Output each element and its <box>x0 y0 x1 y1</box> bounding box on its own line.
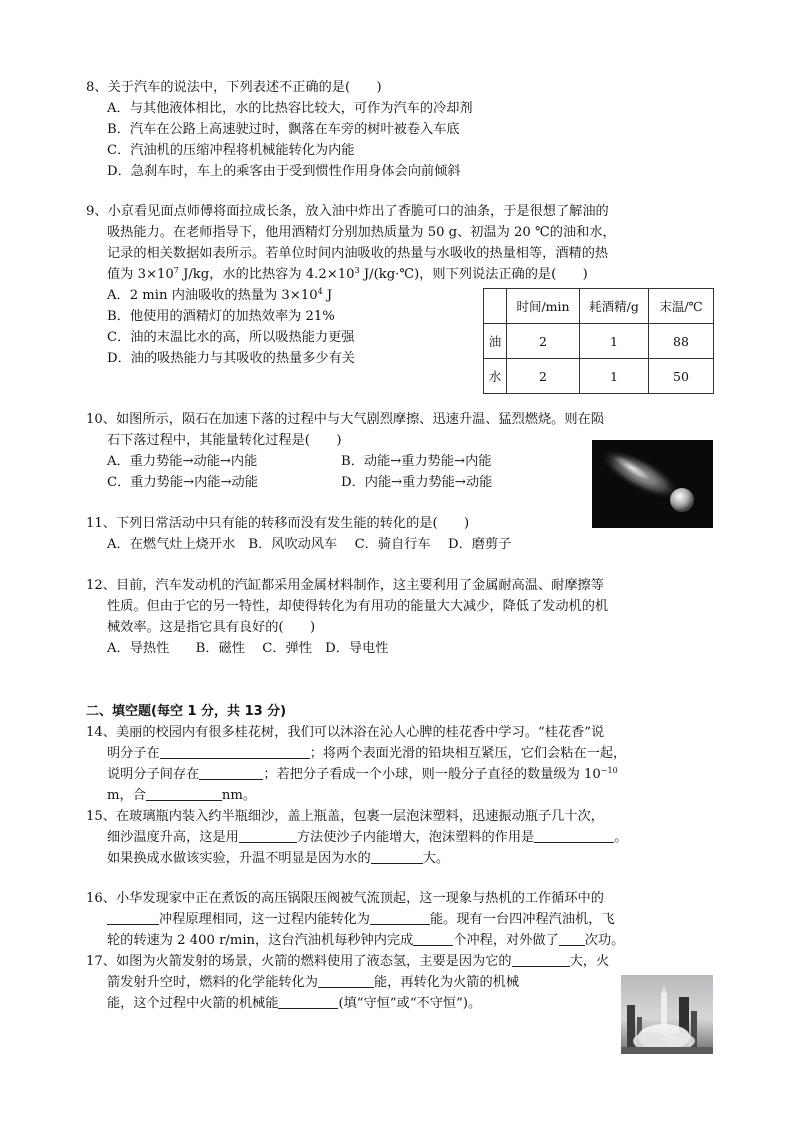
question-12-line-2: 性质。但由于它的另一特性，却使得转化为有用功的能量大大减少，降低了发动机的机 <box>107 599 609 614</box>
question-15-line-2: 细沙温度升高，这是用 方法使沙子内能增大，泡沫塑料的作用是 。 <box>107 830 628 845</box>
table-cell: 水 <box>484 359 507 394</box>
section-2-title: 二、填空题(每空 1 分，共 13 分) <box>86 704 287 719</box>
table-header-row <box>484 289 714 324</box>
question-8-option-d: D．急刹车时，车上的乘客由于受到惯性作用身体会向前倾斜 <box>107 164 461 179</box>
question-17-line-3: 能，这个过程中火箭的机械能 (填“守恒”或“不守恒”)。 <box>107 996 482 1011</box>
question-16-line-2: 冲程原理相同，这一过程内能转化为 能。现有一台四冲程汽油机，飞 <box>107 911 615 929</box>
data-table <box>483 288 714 394</box>
question-9-line-1: 9、小京看见面点师傅将面拉成长条，放入油中炸出了香脆可口的油条，于是很想了解油的 <box>86 204 609 219</box>
question-16-line-3: 轮的转速为 2 400 r/min，这台汽油机每秒钟内完成 个冲程，对外做了 次功。 <box>107 933 625 948</box>
answer-blank[interactable] <box>534 829 614 843</box>
question-15-line-3: 如果换成水做该实验，升温不明显是因为水的 大。 <box>107 851 450 866</box>
question-17-line-1: 17、如图为火箭发射的场景，火箭的燃料使用了液态氢，主要是因为它的 大，火 <box>86 954 610 969</box>
rocket-launch-illustration <box>621 975 713 1054</box>
question-10-option-b: B．动能→重力势能→内能 <box>341 454 492 469</box>
question-14-line-4: m，合 nm。 <box>107 788 257 803</box>
answer-blank[interactable] <box>278 995 338 1009</box>
table-cell: 88 <box>649 324 714 359</box>
answer-blank[interactable] <box>239 829 297 843</box>
answer-blank[interactable] <box>559 932 585 946</box>
table-row <box>484 324 714 359</box>
meteor-illustration <box>592 440 713 528</box>
question-9-option-c: C．油的末温比水的高，所以吸热能力更强 <box>107 330 355 345</box>
question-10-line-1: 10、如图所示，陨石在加速下落的过程中与大气剧烈摩擦、迅速升温、猛烈燃烧。则在陨 <box>86 412 604 427</box>
answer-blank[interactable] <box>146 787 222 801</box>
question-14-line-3: 说明分子间存在 ；若把分子看成一个小球，则一般分子直径的数量级为 $10^{-10}$ <box>107 766 618 782</box>
table-cell: 50 <box>649 359 714 394</box>
question-17-line-2: 箭发射升空时，燃料的化学能转化为 能，再转化为火箭的机械 <box>107 975 520 990</box>
table-header-cell: 末温/℃ <box>649 289 714 324</box>
question-10-option-a: A．重力势能→动能→内能 <box>107 454 258 469</box>
rocket-launch-image <box>621 975 713 1054</box>
question-10-line-2: 石下落过程中，其能量转化过程是( ) <box>107 433 342 448</box>
question-8-option-c: C．汽油机的压缩冲程将机械能转化为内能 <box>107 143 355 158</box>
table-cell: 1 <box>580 359 649 394</box>
question-8-option-b: B．汽车在公路上高速驶过时，飘落在车旁的树叶被卷入车底 <box>107 122 460 137</box>
table-cell: 油 <box>484 324 507 359</box>
answer-blank[interactable] <box>512 953 570 967</box>
question-8-option-a: A．与其他液体相比，水的比热容比较大，可作为汽车的冷却剂 <box>107 101 473 116</box>
question-14-line-2: 明分子在 ；将两个表面光滑的铅块相互紧压，它们会粘在一起， <box>107 746 627 761</box>
meteor-image <box>592 440 713 528</box>
answer-blank[interactable] <box>370 911 430 925</box>
question-9-option-b: B．他使用的酒精灯的加热效率为 21% <box>107 309 335 324</box>
question-9-line-4: 值为 $3\times 10^7$ J/kg，水的比热容为 $4.2\times 10^3$ J/(kg·℃)，则下列说法正确的是( ) <box>107 266 588 282</box>
question-12-options: A．导热性 B．磁性 C．弹性 D．导电性 <box>107 641 389 656</box>
table-row <box>484 359 714 394</box>
question-14-line-1: 14、美丽的校园内有很多桂花树，我们可以沐浴在沁人心脾的桂花香中学习。“桂花香”说 <box>86 725 605 740</box>
question-12-line-3: 械效率。这是指它具有良好的( ) <box>107 620 316 635</box>
question-9-line-2: 吸热能力。在老师指导下，他用酒精灯分别加热质量为 50 g、初温为 20 ℃的油和水， <box>107 225 616 240</box>
question-10-option-d: D．内能→重力势能→动能 <box>341 475 493 490</box>
table-cell: 1 <box>580 324 649 359</box>
question-10-option-c: C．重力势能→内能→动能 <box>107 475 258 490</box>
table-header-cell: 时间/min <box>507 289 580 324</box>
answer-blank[interactable] <box>413 932 453 946</box>
question-8-stem: 8、关于汽车的说法中，下列表述不正确的是( ) <box>86 80 382 95</box>
question-11-options: A．在燃气灶上烧开水 B．风吹动风车 C．骑自行车 D．磨剪子 <box>107 537 512 552</box>
question-15-line-1: 15、在玻璃瓶内装入约半瓶细沙，盖上瓶盖，包裹一层泡沫塑料，迅速振动瓶子几十次， <box>86 809 604 824</box>
question-9-line-3: 记录的相关数据如表所示。若单位时间内油吸收的热量与水吸收的热量相等，酒精的热 <box>107 246 609 261</box>
question-12-line-1: 12、目前，汽车发动机的汽缸都采用金属材料制作，这主要利用了金属耐高温、耐摩擦等 <box>86 578 604 593</box>
question-9-option-d: D．油的吸热能力与其吸收的热量多少有关 <box>107 351 355 366</box>
answer-blank[interactable] <box>160 745 310 759</box>
table-cell: 2 <box>507 359 580 394</box>
answer-blank[interactable] <box>371 850 423 864</box>
table-header-cell: 耗酒精/g <box>580 289 649 324</box>
answer-blank[interactable] <box>199 766 263 780</box>
answer-blank[interactable] <box>107 911 159 925</box>
question-9-option-a: A．2 min 内油吸收的热量为 $3\times 10^4$ J <box>107 287 333 303</box>
question-16-line-1: 16、小华发现家中正在煮饭的高压锅限压阀被气流顶起，这一现象与热机的工作循环中的 <box>86 891 604 906</box>
answer-blank[interactable] <box>318 974 374 988</box>
question-11-stem: 11、下列日常活动中只有能的转移而没有发生能的转化的是( ) <box>86 516 470 531</box>
table-cell: 2 <box>507 324 580 359</box>
table-header-cell <box>484 289 507 324</box>
